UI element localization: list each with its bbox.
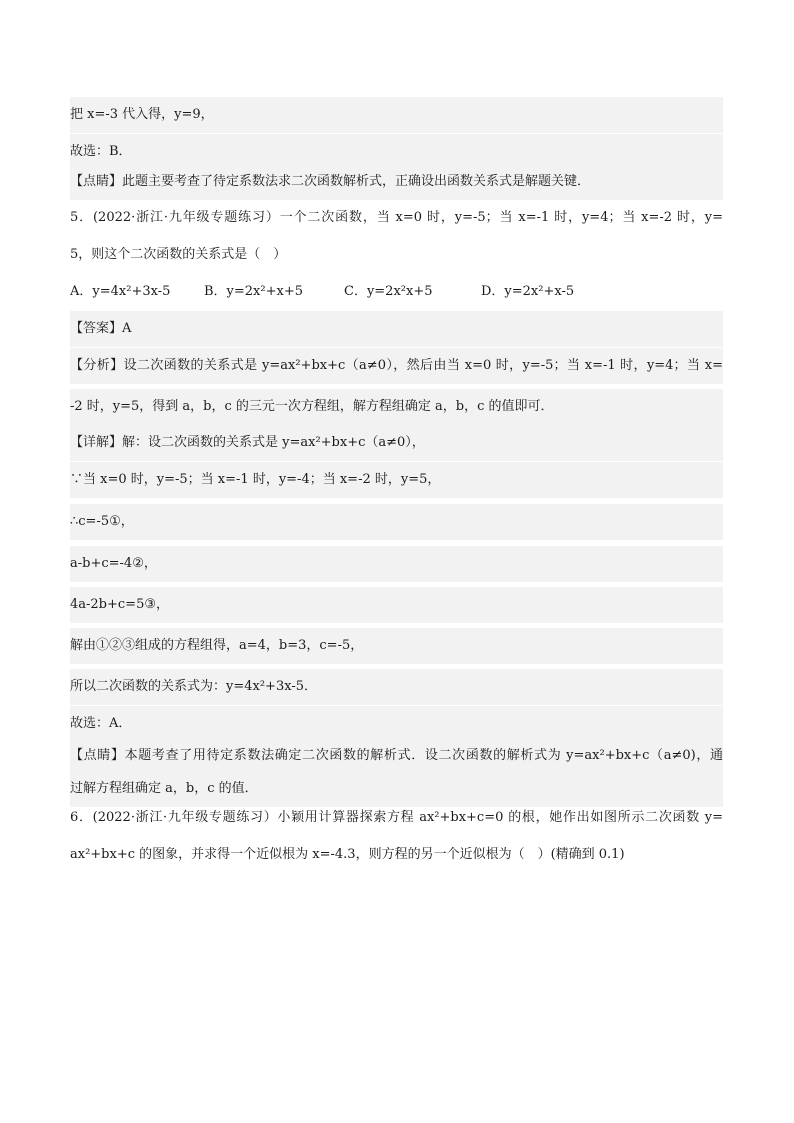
detail-line1: 【详解】解：设二次函数的关系式是 y=ax²+bx+c（a≠0）， xyxy=(70,425,723,461)
choose-line: 故选：A． xyxy=(70,706,723,742)
option-c: C．y=2x²x+5 xyxy=(344,284,433,299)
key-point-5-line1: 【点睛】本题考查了用待定系数法确定二次函数的解析式．设二次函数的解析式为 y=ax²+bx+c（a≠0)，通 xyxy=(70,738,723,774)
solve-line: 解由①②③组成的方程组得，a=4，b=3，c=-5， xyxy=(70,628,723,664)
equation-1: ∴c=-5①， xyxy=(70,504,723,540)
analysis-line2: -2 时，y=5，得到 a，b，c 的三元一次方程组，解方程组确定 a，b，c 的值即可． xyxy=(70,389,723,425)
answer-line: 【答案】A xyxy=(70,311,723,347)
option-a: A．y=4x²+3x-5 xyxy=(70,284,171,299)
option-b: B．y=2x²+x+5 xyxy=(204,284,303,299)
text-line-choice-b: 故选：B． xyxy=(70,134,723,170)
option-d: D．y=2x²+x-5 xyxy=(481,284,575,299)
question-5-stem-line1: 5．(2022·浙江·九年级专题练习）一个二次函数，当 x=0 时，y=-5；当 x=-1 时，y=4；当 x=-2 时，y= xyxy=(70,210,723,225)
result-line: 所以二次函数的关系式为：y=4x²+3x-5． xyxy=(70,669,723,705)
text-line-substitute: 把 x=-3 代入得，y=9， xyxy=(70,97,723,133)
equation-3: 4a-2b+c=5③， xyxy=(70,587,723,623)
key-point-4: 【点睛】此题主要考查了待定系数法求二次函数解析式，正确设出函数关系式是解题关键． xyxy=(70,164,723,200)
detail-line2: ∵当 x=0 时，y=-5；当 x=-1 时，y=-4；当 x=-2 时，y=5， xyxy=(70,462,723,498)
key-point-5-line2: 过解方程组确定 a，b，c 的值． xyxy=(70,771,723,807)
equation-2: a-b+c=-4②， xyxy=(70,546,723,582)
question-6-stem-line1: 6．(2022·浙江·九年级专题练习）小颖用计算器探索方程 ax²+bx+c=0 的根，她作出如图所示二次函数 y= xyxy=(70,810,723,825)
question-6-stem-line2: ax²+bx+c 的图象，并求得一个近似根为 x=-4.3，则方程的另一个近似根为（ ）(精确到 0.1) xyxy=(70,847,625,862)
question-5-stem-line2: 5，则这个二次函数的关系式是（ ） xyxy=(70,247,287,262)
question-5-options xyxy=(70,274,723,310)
analysis-line1: 【分析】设二次函数的关系式是 y=ax²+bx+c（a≠0），然后由当 x=0 时，y=-5；当 x=-1 时，y=4；当 x= xyxy=(70,348,723,384)
